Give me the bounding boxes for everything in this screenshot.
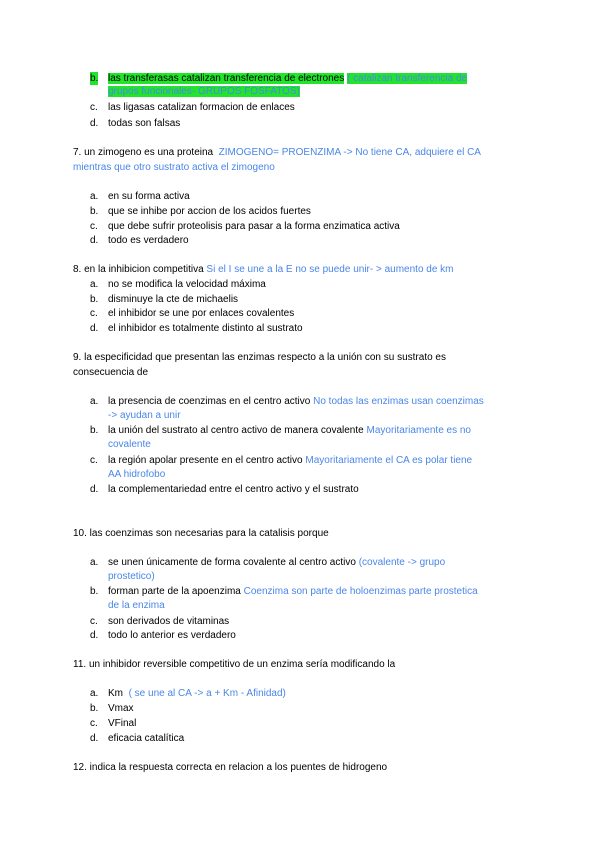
q8-option-c-letter: c.	[90, 308, 98, 319]
q6-option-b-letter: b.	[90, 73, 99, 84]
q9-option-a	[108, 395, 484, 408]
q6-option-b-note-cont: grupos funcionales- GRUPOS FOSFATOS)	[108, 86, 300, 97]
q7-question-text: 7. un zimogeno es una proteina	[73, 147, 214, 158]
q9-option-a-note: No todas las enzimas usan coenzimas	[313, 396, 484, 407]
q10-option-a-note: (covalente -> grupo	[358, 557, 446, 568]
q10-option-a-text: se unen únicamente de forma covalente al centro activo	[108, 557, 356, 568]
q6-option-d-letter: d.	[90, 118, 99, 129]
q7-option-d: todo es verdadero	[108, 235, 189, 246]
q9-option-b-text: la unión del sustrato al centro activo de manera covalente	[108, 425, 364, 436]
q11-option-a-text: Km	[108, 688, 123, 699]
q9-option-c-text: la región apolar presente en el centro activo	[108, 455, 303, 466]
q8-option-a-letter: a.	[90, 279, 99, 290]
q7-option-a: en su forma activa	[108, 191, 190, 202]
q6-option-c-letter: c.	[90, 102, 98, 113]
q8-option-d-letter: d.	[90, 323, 99, 334]
q9-question-cont: consecuencia de	[73, 367, 149, 378]
q9-option-b-note-cont: covalente	[108, 439, 151, 450]
q11-option-a-letter: a.	[90, 688, 99, 699]
q6-option-d: todas son falsas	[108, 118, 181, 129]
q7-option-b-letter: b.	[90, 206, 99, 217]
q10-option-d-letter: d.	[90, 630, 99, 641]
q6-option-b-text: las transferasas catalizan transferencia de electrones	[108, 73, 345, 84]
q9-option-b-note: Mayoritariamente es no	[366, 425, 471, 436]
q7-question	[73, 146, 481, 159]
q6-option-b	[108, 72, 467, 85]
q8-question	[73, 263, 454, 276]
q7-note: ZIMOGENO= PROENZIMA -> No tiene CA, adquiere el CA	[218, 147, 481, 158]
q11-option-c: VFinal	[108, 718, 137, 729]
q10-option-b	[108, 585, 478, 598]
q8-option-c: el inhibidor se une por enlaces covalentes	[108, 308, 295, 319]
q10-question: 10. las coenzimas son necesarias para la catalisis porque	[73, 528, 329, 539]
q10-option-a-letter: a.	[90, 557, 99, 568]
q6-option-b-note: ( catalizan transferencia de	[347, 73, 468, 84]
q7-option-c-letter: c.	[90, 221, 98, 232]
q11-question: 11. un inhibidor reversible competitivo de un enzima sería modificando la	[73, 659, 396, 670]
q10-option-b-letter: b.	[90, 586, 99, 597]
q8-option-b-letter: b.	[90, 294, 99, 305]
q10-option-c-letter: c.	[90, 616, 98, 627]
q10-option-b-note-cont: de la enzima	[108, 600, 165, 611]
q9-option-c	[108, 454, 472, 467]
q10-option-a	[108, 556, 445, 569]
q11-option-a	[108, 687, 286, 700]
q8-option-b: disminuye la cte de michaelis	[108, 294, 239, 305]
q11-option-b-letter: b.	[90, 703, 99, 714]
q7-option-a-letter: a.	[90, 191, 99, 202]
q12-question: 12. indica la respuesta correcta en relacion a los puentes de hidrogeno	[73, 762, 388, 773]
q9-question: 9. la especificidad que presentan las enzimas respecto a la unión con su sustrato es	[73, 352, 446, 363]
q8-question-text: 8. en la inhibicion competitiva	[73, 264, 204, 275]
q9-option-c-note-cont: AA hidrofobo	[108, 469, 166, 480]
q10-option-d: todo lo anterior es verdadero	[108, 630, 236, 641]
q7-option-d-letter: d.	[90, 235, 99, 246]
q9-option-a-letter: a.	[90, 396, 99, 407]
q10-option-c: son derivados de vitaminas	[108, 616, 230, 627]
q9-option-c-note: Mayoritariamente el CA es polar tiene	[305, 455, 473, 466]
q6-option-b-line2	[108, 85, 300, 98]
q7-option-b: que se inhibe por accion de los acidos fuertes	[108, 206, 311, 217]
q6-option-c: las ligasas catalizan formacion de enlaces	[108, 102, 295, 113]
q9-option-a-note-cont: -> ayudan a unir	[108, 410, 181, 421]
q9-option-b	[108, 424, 471, 437]
q10-option-a-note-cont: prostetico)	[108, 571, 155, 582]
q7-note-cont: mientras que otro sustrato activa el zimogeno	[73, 162, 275, 173]
q7-option-c: que debe sufrir proteolisis para pasar a la forma enzimatica activa	[108, 221, 400, 232]
q11-option-b: Vmax	[108, 703, 134, 714]
q8-option-a: no se modifica la velocidad máxima	[108, 279, 266, 290]
q10-option-b-note: Coenzima son parte de holoenzimas parte prostetica	[243, 586, 478, 597]
q9-option-d-letter: d.	[90, 484, 99, 495]
q8-option-d: el inhibidor es totalmente distinto al sustrato	[108, 323, 303, 334]
q11-option-d-letter: d.	[90, 733, 99, 744]
q8-note: Si el I se une a la E no se puede unir- > aumento de km	[206, 264, 454, 275]
q11-option-a-note: ( se une al CA -> a + Km - Afinidad)	[128, 688, 286, 699]
q10-option-b-text: forman parte de la apoenzima	[108, 586, 241, 597]
q9-option-b-letter: b.	[90, 425, 99, 436]
q9-option-a-text: la presencia de coenzimas en el centro activo	[108, 396, 311, 407]
q11-option-c-letter: c.	[90, 718, 98, 729]
q11-option-d: eficacia catalítica	[108, 733, 185, 744]
q9-option-d: la complementariedad entre el centro activo y el sustrato	[108, 484, 359, 495]
q9-option-c-letter: c.	[90, 455, 98, 466]
